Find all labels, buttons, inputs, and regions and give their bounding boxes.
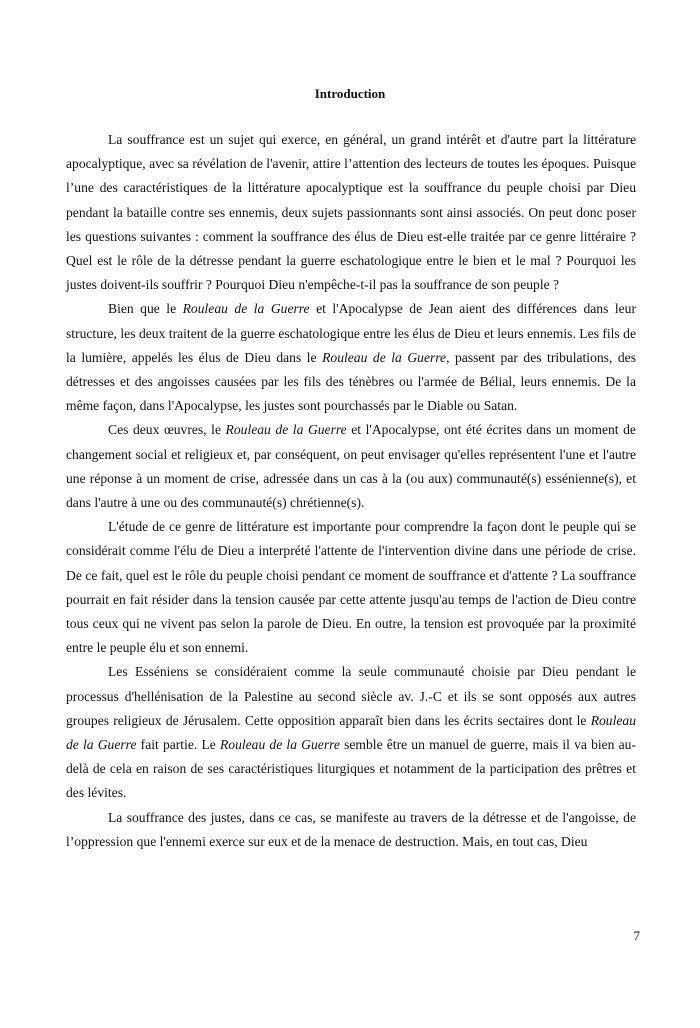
text-segment: fait partie. Le	[136, 737, 220, 753]
italic-title: Rouleau de la Guerre	[182, 301, 310, 317]
text-segment: La souffrance des justes, dans ce cas, se manifeste au travers de la détresse et de l'angoisse, de l’oppression que l'ennemi exerce sur eux et de la menace de destruction. Mais, en tout cas, Dieu	[66, 809, 636, 849]
text-segment: semble être un manuel de guerre, mais il va bien au-delà de cela en raison de ses caractéristiques liturgiques et notamment de la participation des prêtres et des lévites.	[66, 737, 636, 801]
body-text	[66, 128, 636, 854]
text-segment: et l'Apocalypse de Jean aient des différences dans leur structure, les deux traitent de la guerre eschatologique entre les élus de Dieu et leurs ennemis. Les fils de la lumière, appelés les élus de Dieu dans le	[66, 301, 637, 365]
italic-title: Rouleau de la Guerre	[225, 422, 347, 438]
text-segment: , passent par des tribulations, des détresses et des angoisses causées par les fils des ténèbres ou l'armée de Bélial, leurs ennemis. De la même façon, dans l'Apocalypse, les justes sont pourchassés par le Diable ou Satan.	[66, 349, 636, 414]
text-segment: L'étude de ce genre de littérature est importante pour comprendre la façon dont le peuple qui se considérait comme l'élu de Dieu a interprété l'attente de l'intervention divine dans une période de crise. De ce fait, quel est le rôle du peuple choisi pendant ce moment de souffrance et d'attente ? La souffrance pourrait en fait résider dans la tension causée par cette attente jusqu'au temps de l'action de Dieu contre tous ceux qui ne vivent pas selon la parole de Dieu. En outre, la tension est provoquée par la proximité entre le peuple élu et son ennemi.	[66, 519, 636, 656]
paragraph-4	[66, 515, 636, 660]
paragraph-2	[66, 297, 636, 418]
paragraph-5	[66, 660, 636, 805]
italic-title: Rouleau de la Guerre	[66, 712, 636, 753]
text-segment: et l'Apocalypse, ont été écrites dans un moment de changement social et religieux et, par conséquent, on peut envisager qu'elles représentent l'une et l'autre une réponse à un moment de crise, adressée dans un cas à la (ou aux) communauté(s) essénienne(s), et dans l'autre à une ou des communauté(s) chrétienne(s).	[66, 422, 636, 511]
paragraph-6	[66, 806, 636, 854]
paragraph-1	[66, 128, 636, 297]
italic-title: Rouleau de la Guerre	[322, 349, 447, 365]
text-segment: Les Esséniens se considéraient comme la seule communauté choisie par Dieu pendant le processus d'hellénisation de la Palestine au second siècle av. J.-C et ils se sont opposés aux autres groupes religieux de Jérusalem. Cette opposition apparaît bien dans les écrits sectaires dont le	[66, 664, 636, 728]
page-title: Introduction	[314, 86, 386, 101]
italic-title: Rouleau de la Guerre	[219, 737, 340, 753]
page-number: 7	[633, 928, 640, 943]
text-segment: La souffrance est un sujet qui exerce, en général, un grand intérêt et d'autre part la littérature apocalyptique, avec sa révélation de l'avenir, attire l’attention des lecteurs de toutes les époques. Puisque l’une des caractéristiques de la littérature apocalyptique est la souffrance du peuple choisi par Dieu pendant la bataille contre ses ennemis, deux sujets passionnants sont ainsi associés. On peut donc poser les questions suivantes : comment la souffrance des élus de Dieu est-elle traitée par ce genre littéraire ? Quel est le rôle de la détresse pendant la guerre eschatologique entre le bien et le mal ? Pourquoi les justes doivent-ils souffrir ? Pourquoi Dieu n'empêche-t-il pas la souffrance de son peuple ?	[66, 132, 636, 293]
text-segment: Bien que le	[108, 301, 183, 317]
paragraph-3	[66, 418, 636, 515]
text-segment: Ces deux œuvres, le	[108, 422, 226, 438]
